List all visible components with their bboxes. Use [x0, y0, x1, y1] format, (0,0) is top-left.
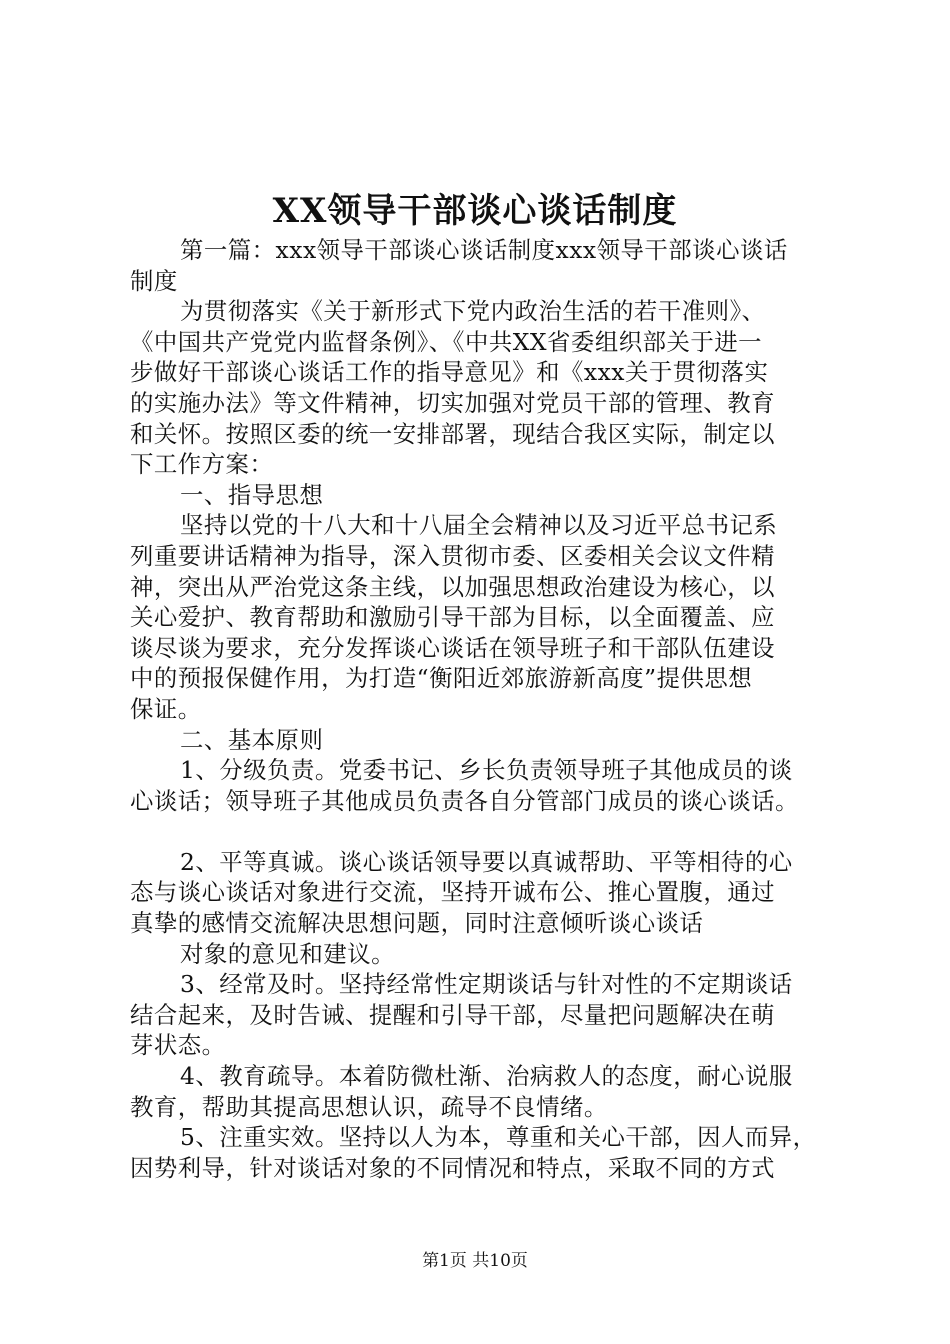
text-line: 保证。: [130, 694, 202, 723]
page-number: 第1页 共10页: [422, 1251, 528, 1271]
text-line: 神，突出从严治党这条主线，以加强思想政治建设为核心，以: [130, 572, 776, 601]
text-line: 态与谈心谈话对象进行交流，坚持开诚布公、推心置腹，通过: [130, 878, 776, 907]
text-line: 《中国共产党党内监督条例》、《中共XX省委组织部关于进一: [130, 327, 763, 356]
text-line: 谈尽谈为要求，充分发挥谈心谈话在领导班子和干部队伍建设: [130, 633, 776, 662]
text-line: 中的预报保健作用，为打造“衡阳近郊旅游新高度”提供思想: [130, 664, 753, 693]
text-line: 心谈话；领导班子其他成员负责各自分管部门成员的谈心谈话。: [130, 786, 799, 815]
section-heading: 一、指导思想: [180, 480, 324, 509]
text-line: 教育，帮助其提高思想认识，疏导不良情绪。: [130, 1092, 608, 1121]
text-line: 芽状态。: [130, 1031, 226, 1060]
text-line: 5、注重实效。坚持以人为本，尊重和关心干部，因人而异，: [180, 1123, 817, 1152]
text-line: 关心爱护、教育帮助和激励引导干部为目标，以全面覆盖、应: [130, 603, 776, 632]
text-line: 4、教育疏导。本着防微杜渐、治病救人的态度，耐心说服: [180, 1062, 793, 1091]
section-heading: 二、基本原则: [180, 725, 324, 754]
text-line: 为贯彻落实《关于新形式下党内政治生活的若干准则》、: [180, 297, 766, 326]
text-line: 1、分级负责。党委书记、乡长负责领导班子其他成员的谈: [180, 756, 793, 785]
text-line: 因势利导，针对谈话对象的不同情况和特点，采取不同的方式: [130, 1153, 776, 1182]
text-line: 制度: [130, 266, 178, 295]
blank-line: [130, 816, 835, 847]
text-line: 对象的意见和建议。: [180, 939, 396, 968]
text-line: 列重要讲话精神为指导，深入贯彻市委、区委相关会议文件精: [130, 541, 776, 570]
text-line: 2、平等真诚。谈心谈话领导要以真诚帮助、平等相待的心: [180, 847, 793, 876]
text-line: 结合起来，及时告诫、提醒和引导干部，尽量把问题解决在萌: [130, 1000, 776, 1029]
text-line: 第一篇：xxx领导干部谈心谈话制度xxx领导干部谈心谈话: [180, 236, 788, 264]
text-line: 坚持以党的十八大和十八届全会精神以及习近平总书记系: [180, 511, 778, 540]
text-line: 真挚的感情交流解决思想问题，同时注意倾听谈心谈话: [130, 909, 704, 938]
text-line: 下工作方案：: [130, 450, 274, 479]
document-body: [130, 235, 835, 1183]
document-title: XX领导干部谈心谈话制度: [272, 191, 678, 231]
text-line: 的实施办法》等文件精神，切实加强对党员干部的管理、教育: [130, 388, 776, 417]
text-line: 和关怀。按照区委的统一安排部署，现结合我区实际，制定以: [130, 419, 776, 448]
text-line: 3、经常及时。坚持经常性定期谈话与针对性的不定期谈话: [180, 970, 793, 999]
text-line: 步做好干部谈心谈话工作的指导意见》和《xxx关于贯彻落实: [130, 358, 769, 387]
